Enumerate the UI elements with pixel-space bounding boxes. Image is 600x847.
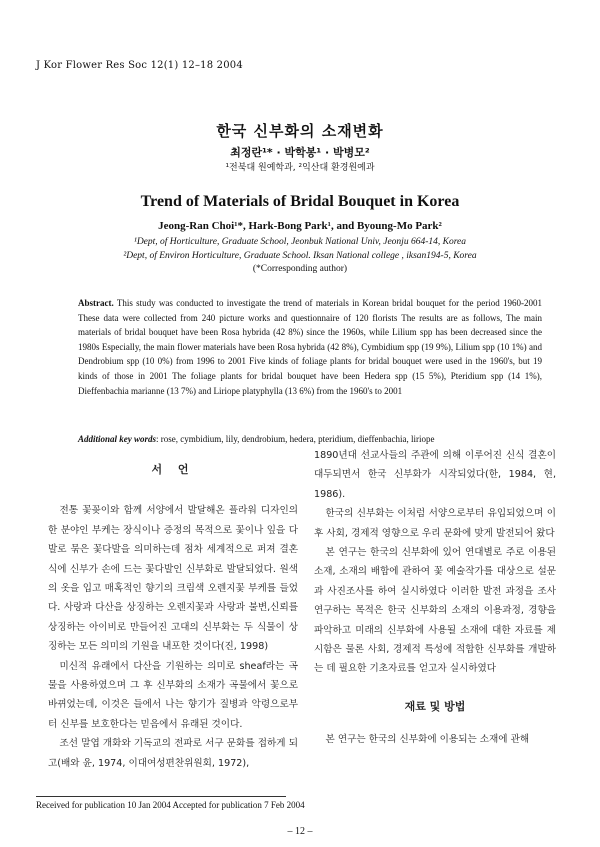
right-column	[314, 446, 556, 750]
abstract-text: This study was conducted to investigate the trend of materials in Korean bridal bouquet for the period 1960-2001 These data were collected from 240 picture works and questionnaire of 120 florists The results are as follows, The main materials of bridal bouquet have been Rosa hybrida (42 8%) since the 1960s, while Lilium spp has been decreased since the 1980s Especially, the main flower materials have been Rosa hybrida (42 8%), Cymbidium spp (19 9%), Lilium spp (10 1%) and Dendrobium spp (10 0%) from 1996 to 2001 Five kinds of foliage plants for bridal bouquet were used in the 1960's, but 19 kinds of those in 2001 The foliage plants for bridal bouquet have been Hedera spp (15 5%), Pteridium spp (14 1%), Dieffenbachia marianne (13 7%) and Liriope platyphylla (13 6%) from the 1960's to 2001	[78, 298, 542, 396]
korean-authors: 최정란¹* · 박학봉¹ · 박병모²	[230, 146, 370, 159]
page-number: – 12 –	[287, 826, 313, 837]
abstract	[78, 296, 542, 398]
right-paragraph: 본 연구는 한국의 신부화에 있어 연대별로 주로 이용된 소재, 소재의 배합에 관하여 꽃 예술작가를 대상으로 설문과 사진조사를 하여 실시하였다 이러한 발전 과정을 조사 연구하는 목적은 한국 신부화의 소재의 이용과정, 경향을 파악하고 미래의 신부화에 사용될 소재에 대한 자료를 제시함은 물론 사회, 경제적 특성에 적합한 신부화를 개발하는 데 필요한 기초자료를 얻고자 실시하였다	[314, 547, 556, 675]
keywords	[78, 434, 542, 444]
korean-affiliation: ¹전북대 원예학과, ²익산대 환경원예과	[225, 163, 375, 173]
keywords-text: : rose, cymbidium, lily, dendrobium, hedera, pteridium, dieffenbachia, liriope	[156, 434, 435, 444]
english-affiliation-2: ²Dept, of Environ Horticulture, Graduate School. Iksan National college , iksan194-5, Korea	[123, 251, 477, 261]
journal-citation: J Kor Flower Res Soc 12(1) 12–18 2004	[36, 60, 243, 71]
english-affiliation-1: ¹Dept, of Horticulture, Graduate School, Jeonbuk National Univ, Jeonju 664-14, Korea	[133, 237, 467, 247]
keywords-label: Additional key words	[78, 434, 157, 444]
publication-footnote: Received for publication 10 Jan 2004 Accepted for publication 7 Feb 2004	[36, 800, 305, 810]
right-paragraph: 1890년대 선교사들의 주관에 의해 이루어진 신식 결혼이 대두되면서 한국 신부화가 시작되었다(한, 1984, 현, 1986).	[314, 450, 556, 500]
left-paragraph: 조선 말엽 개화와 기독교의 전파로 서구 문화를 접하게 되고(배와 윤, 1974, 이대여성편찬위원회, 1972),	[48, 738, 298, 769]
corresponding-author-note: (*Corresponding author)	[252, 264, 348, 274]
intro-heading: 서 언	[151, 463, 195, 476]
korean-title: 한국 신부화의 소재변화	[216, 122, 384, 140]
english-authors: Jeong-Ran Choi¹*, Hark-Bong Park¹, and Byoung-Mo Park²	[158, 220, 442, 232]
left-column	[48, 460, 298, 773]
english-title: Trend of Materials of Bridal Bouquet in Korea	[140, 193, 460, 210]
methods-heading: 재료 및 방법	[404, 699, 466, 713]
left-paragraph: 전통 꽃꽂이와 함께 서양에서 발달해온 플라워 디자인의 한 분야인 부케는 장식이나 증정의 목적으로 꽃이나 잎을 다발로 묶은 꽃다발을 의미하는데 점차 세계적으로 퍼져 결혼식에 신부가 손에 드는 꽃다발인 신부화로 발달되었다. 원색의 옷을 입고 매혹적인 향기의 크림색 오렌지꽃 부케를 들었다. 사랑과 다산을 상징하는 오렌지꽃과 사랑과 불변,신뢰를 상징하는 아이비로 만들어진 고대의 신부화는 두 식물이 상징하는 모든 의미의 기원을 내포한 것이다(진, 1998)	[48, 505, 298, 653]
right-paragraph: 한국의 신부화는 이처럼 서양으로부터 유입되었으며 이 후 사회, 경제적 영향으로 우리 문화에 맞게 발전되어 왔다	[314, 508, 556, 539]
abstract-label: Abstract.	[78, 298, 114, 308]
right-paragraph: 본 연구는 한국의 신부화에 이용되는 소재에 관해	[325, 734, 530, 746]
left-paragraph: 미신적 유래에서 다산을 기원하는 의미로 sheaf라는 곡물을 사용하였으며 그 후 신부화의 소재가 곡물에서 꽃으로 바뀌었는데, 이것은 들에서 나는 향기가 질병과 악령으로부터 신부를 보호한다는 믿음에서 유래된 것이다.	[48, 660, 298, 730]
footnote-divider	[36, 796, 286, 797]
